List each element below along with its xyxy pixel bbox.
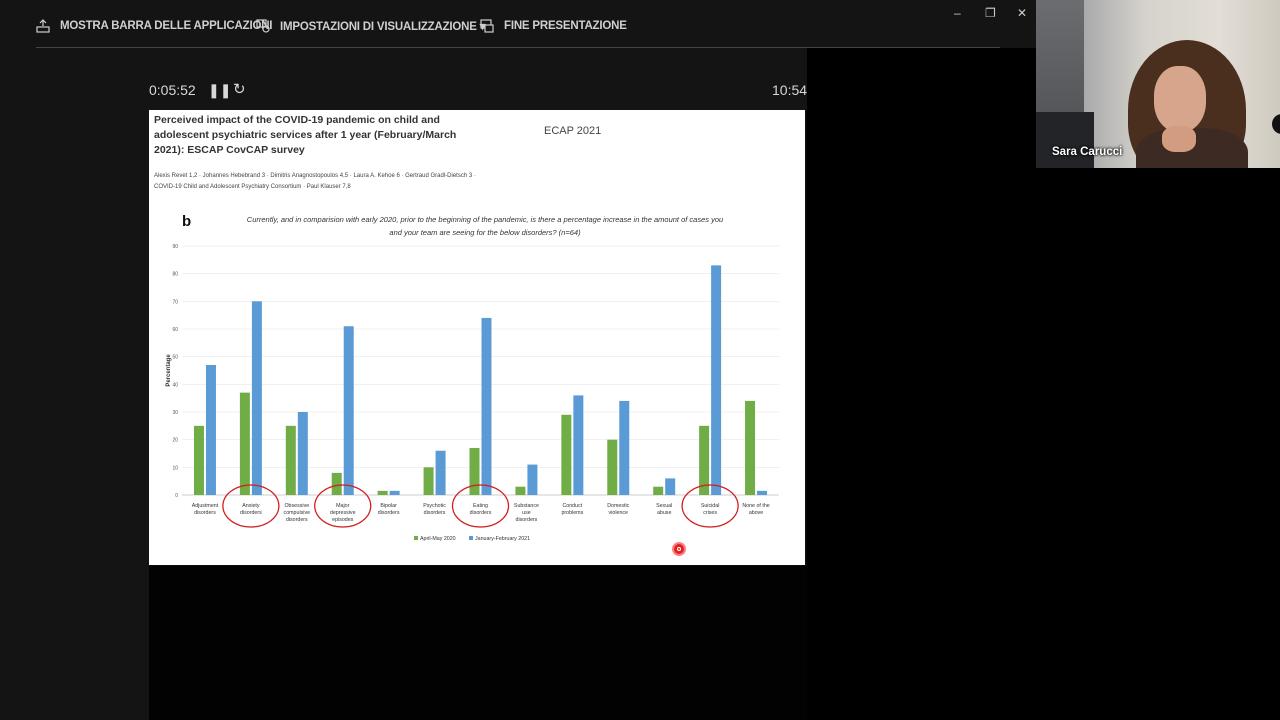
bar-jan-feb-2021 <box>573 395 583 495</box>
restore-icon[interactable]: ❐ <box>985 6 996 20</box>
bar-jan-feb-2021 <box>390 491 400 495</box>
presenter-header <box>149 48 807 110</box>
notes-area <box>149 566 807 720</box>
x-tick-label: None of the above <box>742 503 770 516</box>
bar-april-may-2020 <box>424 467 434 495</box>
participant-video[interactable] <box>1036 0 1280 168</box>
slide-tag: ECAP 2021 <box>544 125 602 137</box>
y-tick-label: 80 <box>172 271 178 278</box>
x-tick-label: Conduct problems <box>561 503 584 516</box>
bar-april-may-2020 <box>470 448 480 495</box>
bar-jan-feb-2021 <box>298 412 308 495</box>
reset-timer-icon[interactable]: ↻ <box>233 81 246 98</box>
panel-label: b <box>182 213 192 230</box>
presenter-toolbar <box>0 0 1036 48</box>
bar-jan-feb-2021 <box>436 451 446 495</box>
x-tick-label: Obsessive compulsive disorders <box>283 503 311 523</box>
y-axis-label: Percentage <box>166 354 172 387</box>
bar-jan-feb-2021 <box>344 326 354 495</box>
y-tick-label: 10 <box>172 465 178 472</box>
elapsed-timer: 0:05:52 <box>149 82 196 98</box>
slide-authors: Alexis Revet 1,2 · Johannes Hebebrand 3 · Dimitris Anagnostopoulos 4,5 · Laura A. Kehoe 6 · Gertraud Gradl-Dietsch 3 · COVID-19 Child and Adolescent Psychiatry Consortium · Paul Klauser 7,8 <box>154 173 476 190</box>
taskbar-icon <box>36 19 50 33</box>
x-tick-label: Bipolar disorders <box>377 503 400 516</box>
participant-name: Sara Carucci <box>1052 146 1123 158</box>
minimize-icon[interactable]: – <box>954 6 961 20</box>
bar-jan-feb-2021 <box>527 465 537 495</box>
bar-jan-feb-2021 <box>711 265 721 495</box>
x-tick-label: Anxiety disorders <box>239 503 262 516</box>
bar-jan-feb-2021 <box>252 301 262 495</box>
current-time: 10:54 <box>772 82 808 98</box>
x-tick-label: Domestic violence <box>607 503 630 516</box>
left-panel <box>0 48 149 720</box>
x-tick-label: Suicidal crises <box>700 503 720 516</box>
close-icon[interactable]: ✕ <box>1017 6 1028 20</box>
pause-icon[interactable]: ❚❚ <box>208 82 232 98</box>
x-tick-label: Eating disorders <box>469 503 492 516</box>
bar-jan-feb-2021 <box>665 478 675 495</box>
legend-swatch <box>414 536 418 540</box>
show-taskbar-button[interactable] <box>36 18 272 34</box>
y-tick-label: 40 <box>172 382 178 389</box>
x-tick-label: Sexual abuse <box>656 503 673 516</box>
bar-april-may-2020 <box>515 487 525 495</box>
x-tick-label: Psychotic disorders <box>423 503 446 516</box>
current-slide <box>149 110 805 565</box>
recording-indicator-icon <box>674 544 684 554</box>
y-tick-label: 90 <box>172 244 178 250</box>
bar-jan-feb-2021 <box>482 318 492 495</box>
end-presentation-icon <box>480 19 494 33</box>
participant-face <box>1154 66 1206 132</box>
y-tick-label: 0 <box>175 493 178 499</box>
x-tick-label: Adjustment disorders <box>191 503 219 516</box>
show-taskbar-label: MOSTRA BARRA DELLE APPLICAZIONI <box>60 20 273 32</box>
participant-hand <box>1162 126 1196 152</box>
video-shelf <box>1036 112 1094 168</box>
legend-label: April-May 2020 <box>420 536 456 542</box>
bar-jan-feb-2021 <box>619 401 629 495</box>
y-tick-label: 50 <box>172 354 178 361</box>
bar-chart <box>149 110 805 565</box>
bar-april-may-2020 <box>378 491 388 495</box>
display-settings-label: IMPOSTAZIONI DI VISUALIZZAZIONE ▾ <box>280 21 486 33</box>
legend-swatch <box>469 536 473 540</box>
bar-april-may-2020 <box>653 487 663 495</box>
slide-title: Perceived impact of the COVID-19 pandemic on child and adolescent psychiatric services after 1 year (February/March 2021): ESCAP CovCAP survey <box>154 114 457 156</box>
x-tick-label: Substance use disorders <box>513 503 539 523</box>
bar-jan-feb-2021 <box>757 491 767 495</box>
y-tick-label: 30 <box>172 410 178 416</box>
chart-question: Currently, and in comparision with early 2020, prior to the beginning of the pandemic, is there a percentage increase in the amount of cases you and your team are seeing for the below disorders? (n=64) <box>246 215 724 237</box>
bar-jan-feb-2021 <box>206 365 216 495</box>
bar-april-may-2020 <box>286 426 296 495</box>
bar-april-may-2020 <box>240 393 250 495</box>
y-tick-label: 20 <box>172 437 178 444</box>
bar-april-may-2020 <box>607 440 617 495</box>
y-tick-label: 70 <box>172 299 178 306</box>
display-settings-button[interactable] <box>256 18 485 34</box>
display-settings-icon <box>256 19 270 33</box>
legend-label: January-February 2021 <box>475 536 531 542</box>
bar-april-may-2020 <box>745 401 755 495</box>
x-tick-label: Major depressive episodes <box>329 503 356 523</box>
end-presentation-label: FINE PRESENTAZIONE <box>504 20 627 32</box>
bar-april-may-2020 <box>561 415 571 495</box>
end-presentation-button[interactable] <box>480 18 627 34</box>
bar-april-may-2020 <box>194 426 204 495</box>
y-tick-label: 60 <box>172 327 178 333</box>
bar-april-may-2020 <box>332 473 342 495</box>
